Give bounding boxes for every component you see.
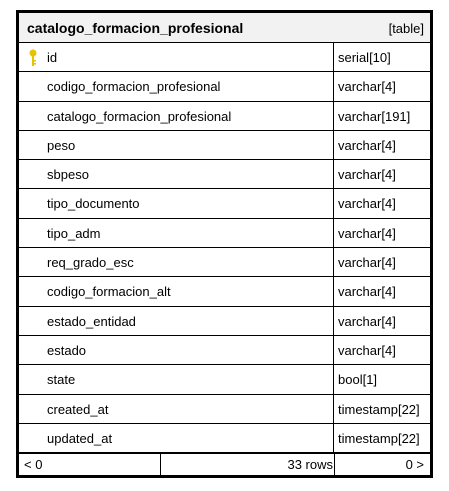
column-name: catalogo_formacion_profesional: [47, 108, 232, 124]
column-name-cell: [19, 365, 334, 393]
column-type: varchar[4]: [338, 255, 396, 271]
table-row[interactable]: [19, 307, 430, 336]
column-name: created_at: [47, 401, 109, 417]
column-name: tipo_adm: [47, 225, 101, 241]
column-name-cell: [19, 248, 334, 276]
column-name-cell: [19, 43, 334, 71]
column-type: varchar[4]: [338, 225, 396, 241]
column-type: varchar[4]: [338, 137, 396, 153]
row-count: 33 rows: [287, 457, 333, 472]
column-type: bool[1]: [338, 372, 378, 388]
footer-divider: [160, 454, 161, 475]
column-name-cell: [19, 395, 334, 423]
column-name: estado: [47, 342, 87, 358]
table-row[interactable]: [19, 219, 430, 248]
primary-key-icon: [28, 49, 38, 67]
column-name: updated_at: [47, 430, 113, 446]
column-type: serial[10]: [338, 50, 391, 65]
column-type: varchar[4]: [338, 284, 396, 300]
table-row[interactable]: [19, 72, 430, 101]
column-name-cell: [19, 219, 334, 247]
table-row[interactable]: [19, 395, 430, 424]
column-name-cell: [19, 102, 334, 130]
column-list: [19, 43, 430, 453]
column-name-cell: [19, 189, 334, 217]
table-row[interactable]: [19, 160, 430, 189]
table-row[interactable]: [19, 336, 430, 365]
column-name: codigo_formacion_profesional: [47, 79, 221, 95]
column-type: varchar[4]: [338, 342, 396, 358]
column-name: estado_entidad: [47, 313, 136, 329]
column-type: varchar[4]: [338, 167, 396, 183]
table-row[interactable]: [19, 43, 430, 72]
column-name: id: [47, 50, 58, 65]
table-row[interactable]: [19, 131, 430, 160]
column-name-cell: [19, 307, 334, 335]
column-name-cell: [19, 72, 334, 100]
table-kind-label: [table]: [388, 21, 424, 36]
column-name-cell: [19, 336, 334, 364]
footer-divider: [334, 454, 335, 475]
table-row[interactable]: [19, 248, 430, 277]
column-name-cell: [19, 160, 334, 188]
table-row[interactable]: [19, 102, 430, 131]
column-type: varchar[191]: [338, 108, 411, 124]
column-name: state: [47, 372, 76, 388]
table-row[interactable]: [19, 365, 430, 394]
column-type: timestamp[22]: [338, 430, 420, 446]
prev-page-button[interactable]: < 0: [24, 457, 43, 472]
column-name: codigo_formacion_alt: [47, 284, 171, 300]
table-row[interactable]: [19, 277, 430, 306]
table-footer: [19, 453, 430, 475]
table-card: [16, 10, 433, 478]
column-type: varchar[4]: [338, 79, 396, 95]
table-row[interactable]: [19, 424, 430, 453]
column-name-cell: [19, 277, 334, 305]
column-name-cell: [19, 424, 334, 452]
table-row[interactable]: [19, 189, 430, 218]
column-name: peso: [47, 137, 76, 153]
table-header: [19, 13, 430, 43]
column-type: varchar[4]: [338, 313, 396, 329]
column-name-cell: [19, 131, 334, 159]
column-name: sbpeso: [47, 167, 89, 183]
table-name: catalogo_formacion_profesional: [27, 20, 244, 36]
column-type: varchar[4]: [338, 196, 396, 212]
next-page-button[interactable]: 0 >: [405, 457, 424, 472]
column-name: req_grado_esc: [47, 255, 134, 271]
column-type: timestamp[22]: [338, 401, 420, 417]
column-name: tipo_documento: [47, 196, 140, 212]
